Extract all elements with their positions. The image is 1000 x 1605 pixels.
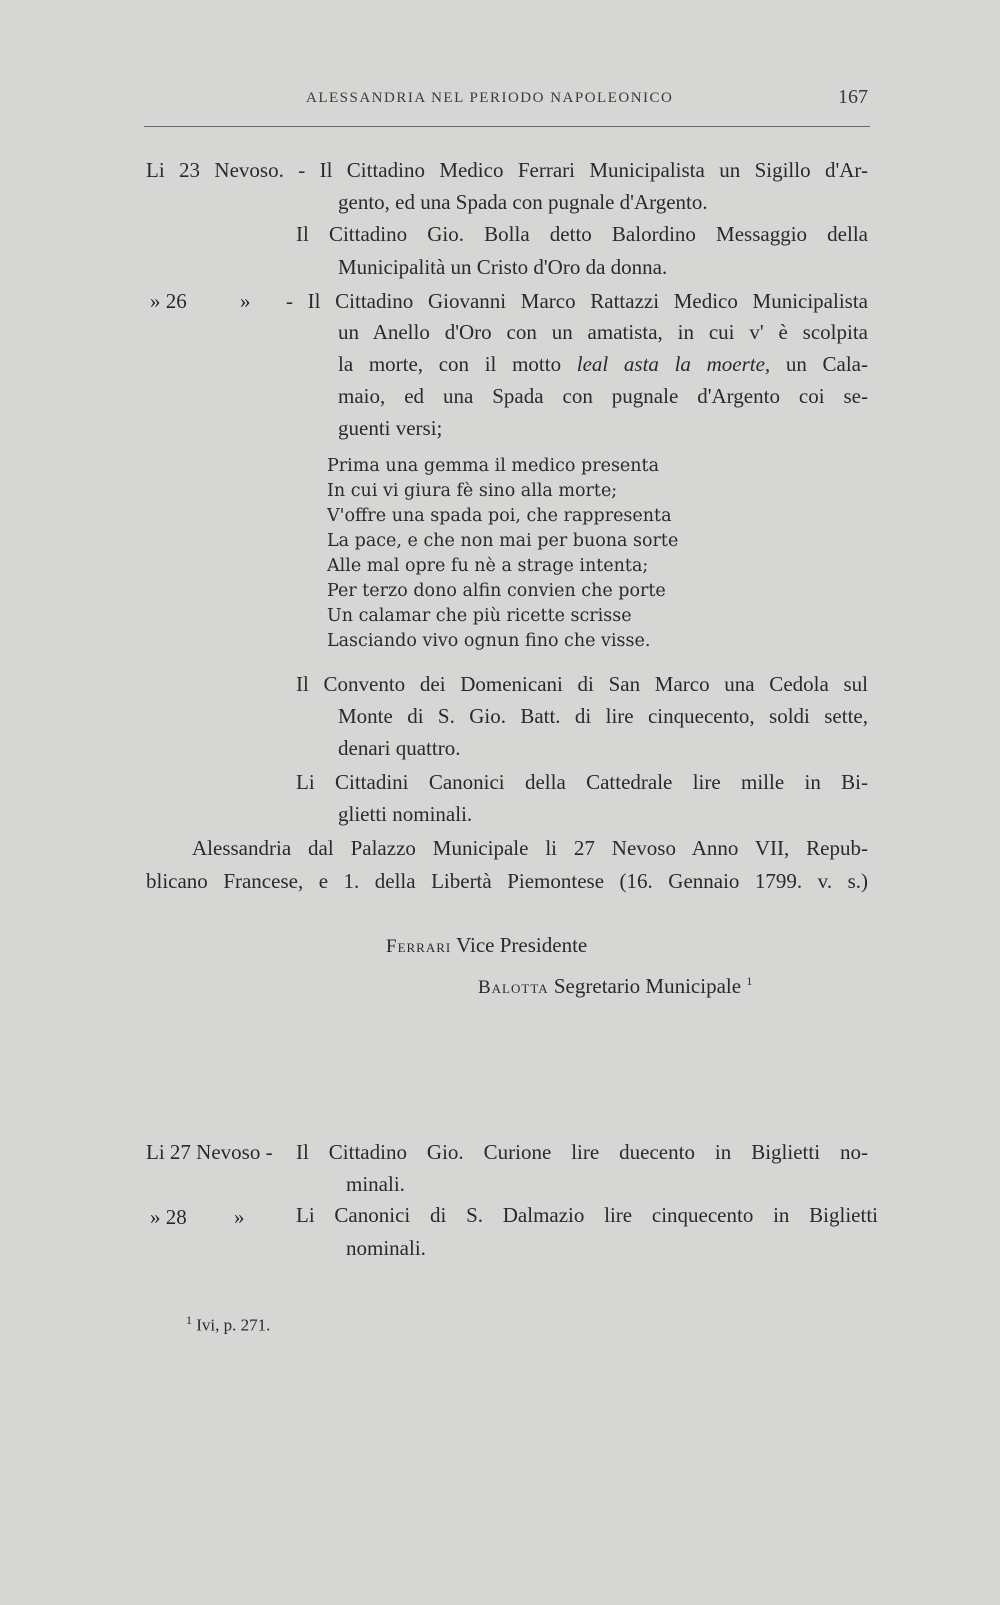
signature-secretary: Balotta Segretario Municipale $^1$ <box>478 974 753 998</box>
signature-vice-president: Ferrari Vice Presidente <box>386 933 588 957</box>
text-line: la morte, con il motto leal asta la moerte, un Cala- <box>338 352 868 376</box>
footnote-number: 1 <box>186 1313 192 1327</box>
footnote-ref: 1 <box>746 974 753 988</box>
ditto-mark: » <box>240 289 251 313</box>
text-line: Il Convento dei Domenicani di San Marco una Cedola sul <box>296 672 868 696</box>
text-line: blicano Francese, e 1. della Libertà Piemontese (16. Gennaio 1799. v. s.) <box>146 869 868 893</box>
footnote: $^1$ Ivi, p. 271. <box>186 1313 271 1335</box>
verse-line: Prima una gemma il medico presenta <box>327 456 660 476</box>
entry-date: Li 27 Nevoso - <box>146 1140 273 1164</box>
text-line: Il Cittadino Gio. Curione lire duecento in Biglietti no- <box>296 1140 868 1164</box>
text-line: Alessandria dal Palazzo Municipale li 27 Nevoso Anno VII, Repub- <box>192 836 868 860</box>
ditto-mark: » <box>234 1205 245 1229</box>
text-line: Li Canonici di S. Dalmazio lire cinquecento in Biglietti <box>296 1203 878 1227</box>
signatory-name: Balotta <box>478 977 549 998</box>
text-line: Il Cittadino Gio. Bolla detto Balordino Messaggio della <box>296 222 868 246</box>
verse-line: Alle mal opre fu nè a strage intenta; <box>327 556 649 576</box>
text-line: nominali. <box>346 1236 426 1260</box>
text-line: minali. <box>346 1172 405 1196</box>
verse-line: In cui vi giura fè sino alla morte; <box>327 481 618 501</box>
text-line: - Il Cittadino Giovanni Marco Rattazzi Medico Municipalista <box>286 289 868 313</box>
text-line: maio, ed una Spada con pugnale d'Argento coi se- <box>338 384 868 408</box>
text-line: denari quattro. <box>338 736 461 760</box>
text-line: guenti versi; <box>338 416 443 440</box>
text-line: un Anello d'Oro con un amatista, in cui v' è scolpita <box>338 320 868 344</box>
verse-line: Lasciando vivo ognun fino che visse. <box>327 631 651 651</box>
text-line: Monte di S. Gio. Batt. di lire cinquecento, soldi sette, <box>338 704 868 728</box>
signatory-name: Ferrari <box>386 936 452 957</box>
verse-line: Un calamar che più ricette scrisse <box>327 606 632 626</box>
text-line: gento, ed una Spada con pugnale d'Argento. <box>338 190 708 214</box>
entry-date: » 26 <box>150 289 187 313</box>
verse-line: V'offre una spada poi, che rappresenta <box>327 506 672 526</box>
verse-line: Per terzo dono alfin convien che porte <box>327 581 666 601</box>
header-rule <box>144 126 870 127</box>
motto: leal asta la moerte, <box>576 352 771 376</box>
text-line: Municipalità un Cristo d'Oro da donna. <box>338 255 668 279</box>
text-line: Li Cittadini Canonici della Cattedrale lire mille in Bi- <box>296 770 868 794</box>
text-line: Li 23 Nevoso. - Il Cittadino Medico Ferrari Municipalista un Sigillo d'Ar- <box>146 158 868 182</box>
verse-line: La pace, e che non mai per buona sorte <box>327 531 679 551</box>
running-title: ALESSANDRIA NEL PERIODO NAPOLEONICO <box>306 90 674 106</box>
text-line: glietti nominali. <box>338 802 473 826</box>
page-number: 167 <box>838 86 868 108</box>
entry-date: » 28 <box>150 1205 187 1229</box>
